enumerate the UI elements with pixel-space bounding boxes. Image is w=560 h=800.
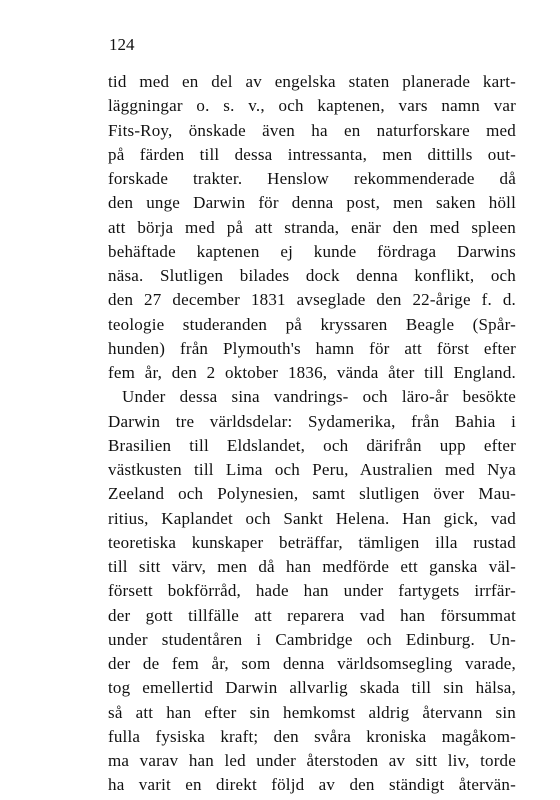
text-line: näsa. Slutligen bilades dock denna konflikt, och <box>108 266 516 285</box>
text-line: teologie studeranden på kryssaren Beagle (Spår- <box>108 314 516 334</box>
text-line: fem år, den 2 oktober 1836, vända åter till England. <box>108 363 516 382</box>
text-line: der gott tillfälle att reparera vad han försummat <box>108 605 516 625</box>
text-line: till sitt värv, men då han medförde ett ganska väl- <box>108 557 516 576</box>
text-line: hunden) från Plymouth's hamn för att först efter <box>108 338 516 358</box>
text-line: Zeeland och Polynesien, samt slutligen över Mau- <box>108 484 516 504</box>
text-line: läggningar o. s. v., och kaptenen, vars namn var <box>108 96 516 116</box>
text-line: tog emellertid Darwin allvarlig skada till sin hälsa, <box>108 678 516 698</box>
text-line: ritius, Kaplandet och Sankt Helena. Han gick, vad <box>108 508 516 528</box>
text-line: Darwin tre världsdelar: Sydamerika, från Bahia i <box>108 411 516 431</box>
text-line: ha varit en direkt följd av den ständigt återvän- <box>108 775 516 795</box>
text-line: behäftade kaptenen ej kunde fördraga Darwins <box>108 241 516 261</box>
text-line: tid med en del av engelska staten planerade kart- <box>108 72 516 91</box>
text-line: der de fem år, som denna världsomsegling varade, <box>108 654 516 673</box>
text-line: den 27 december 1831 avseglade den 22-årige f. d. <box>108 290 516 310</box>
text-line: den unge Darwin för denna post, men saken höll <box>108 193 516 213</box>
text-line: försett bokförråd, hade han under fartygets irrfär- <box>108 581 516 601</box>
text-line: Fits-Roy, önskade även ha en naturforskare med <box>108 120 516 140</box>
body-text <box>108 70 516 798</box>
text-line: under studentåren i Cambridge och Edinburg. Un- <box>108 629 516 649</box>
text-line: Brasilien till Eldslandet, och därifrån upp efter <box>108 435 516 455</box>
paragraph-2 <box>108 385 516 797</box>
text-line: forskade trakter. Henslow rekommenderade då <box>108 169 516 188</box>
text-line: teoretiska kunskaper beträffar, tämligen illa rustad <box>108 532 516 552</box>
text-line: ma varav han led under återstoden av sitt liv, torde <box>108 751 516 770</box>
text-line: västkusten till Lima och Peru, Australien med Nya <box>108 460 516 479</box>
paragraph-1 <box>108 70 516 385</box>
text-line: så att han efter sin hemkomst aldrig återvann sin <box>108 702 516 722</box>
page-number: 124 <box>109 35 135 54</box>
text-line: på färden till dessa intressanta, men dittills out- <box>108 144 516 164</box>
text-line: fulla fysiska kraft; den svåra kroniska magåkom- <box>108 726 516 746</box>
text-line: att börja med på att stranda, enär den med spleen <box>108 217 516 237</box>
text-line: Under dessa sina vandrings- och läro-år besökte <box>122 387 516 407</box>
